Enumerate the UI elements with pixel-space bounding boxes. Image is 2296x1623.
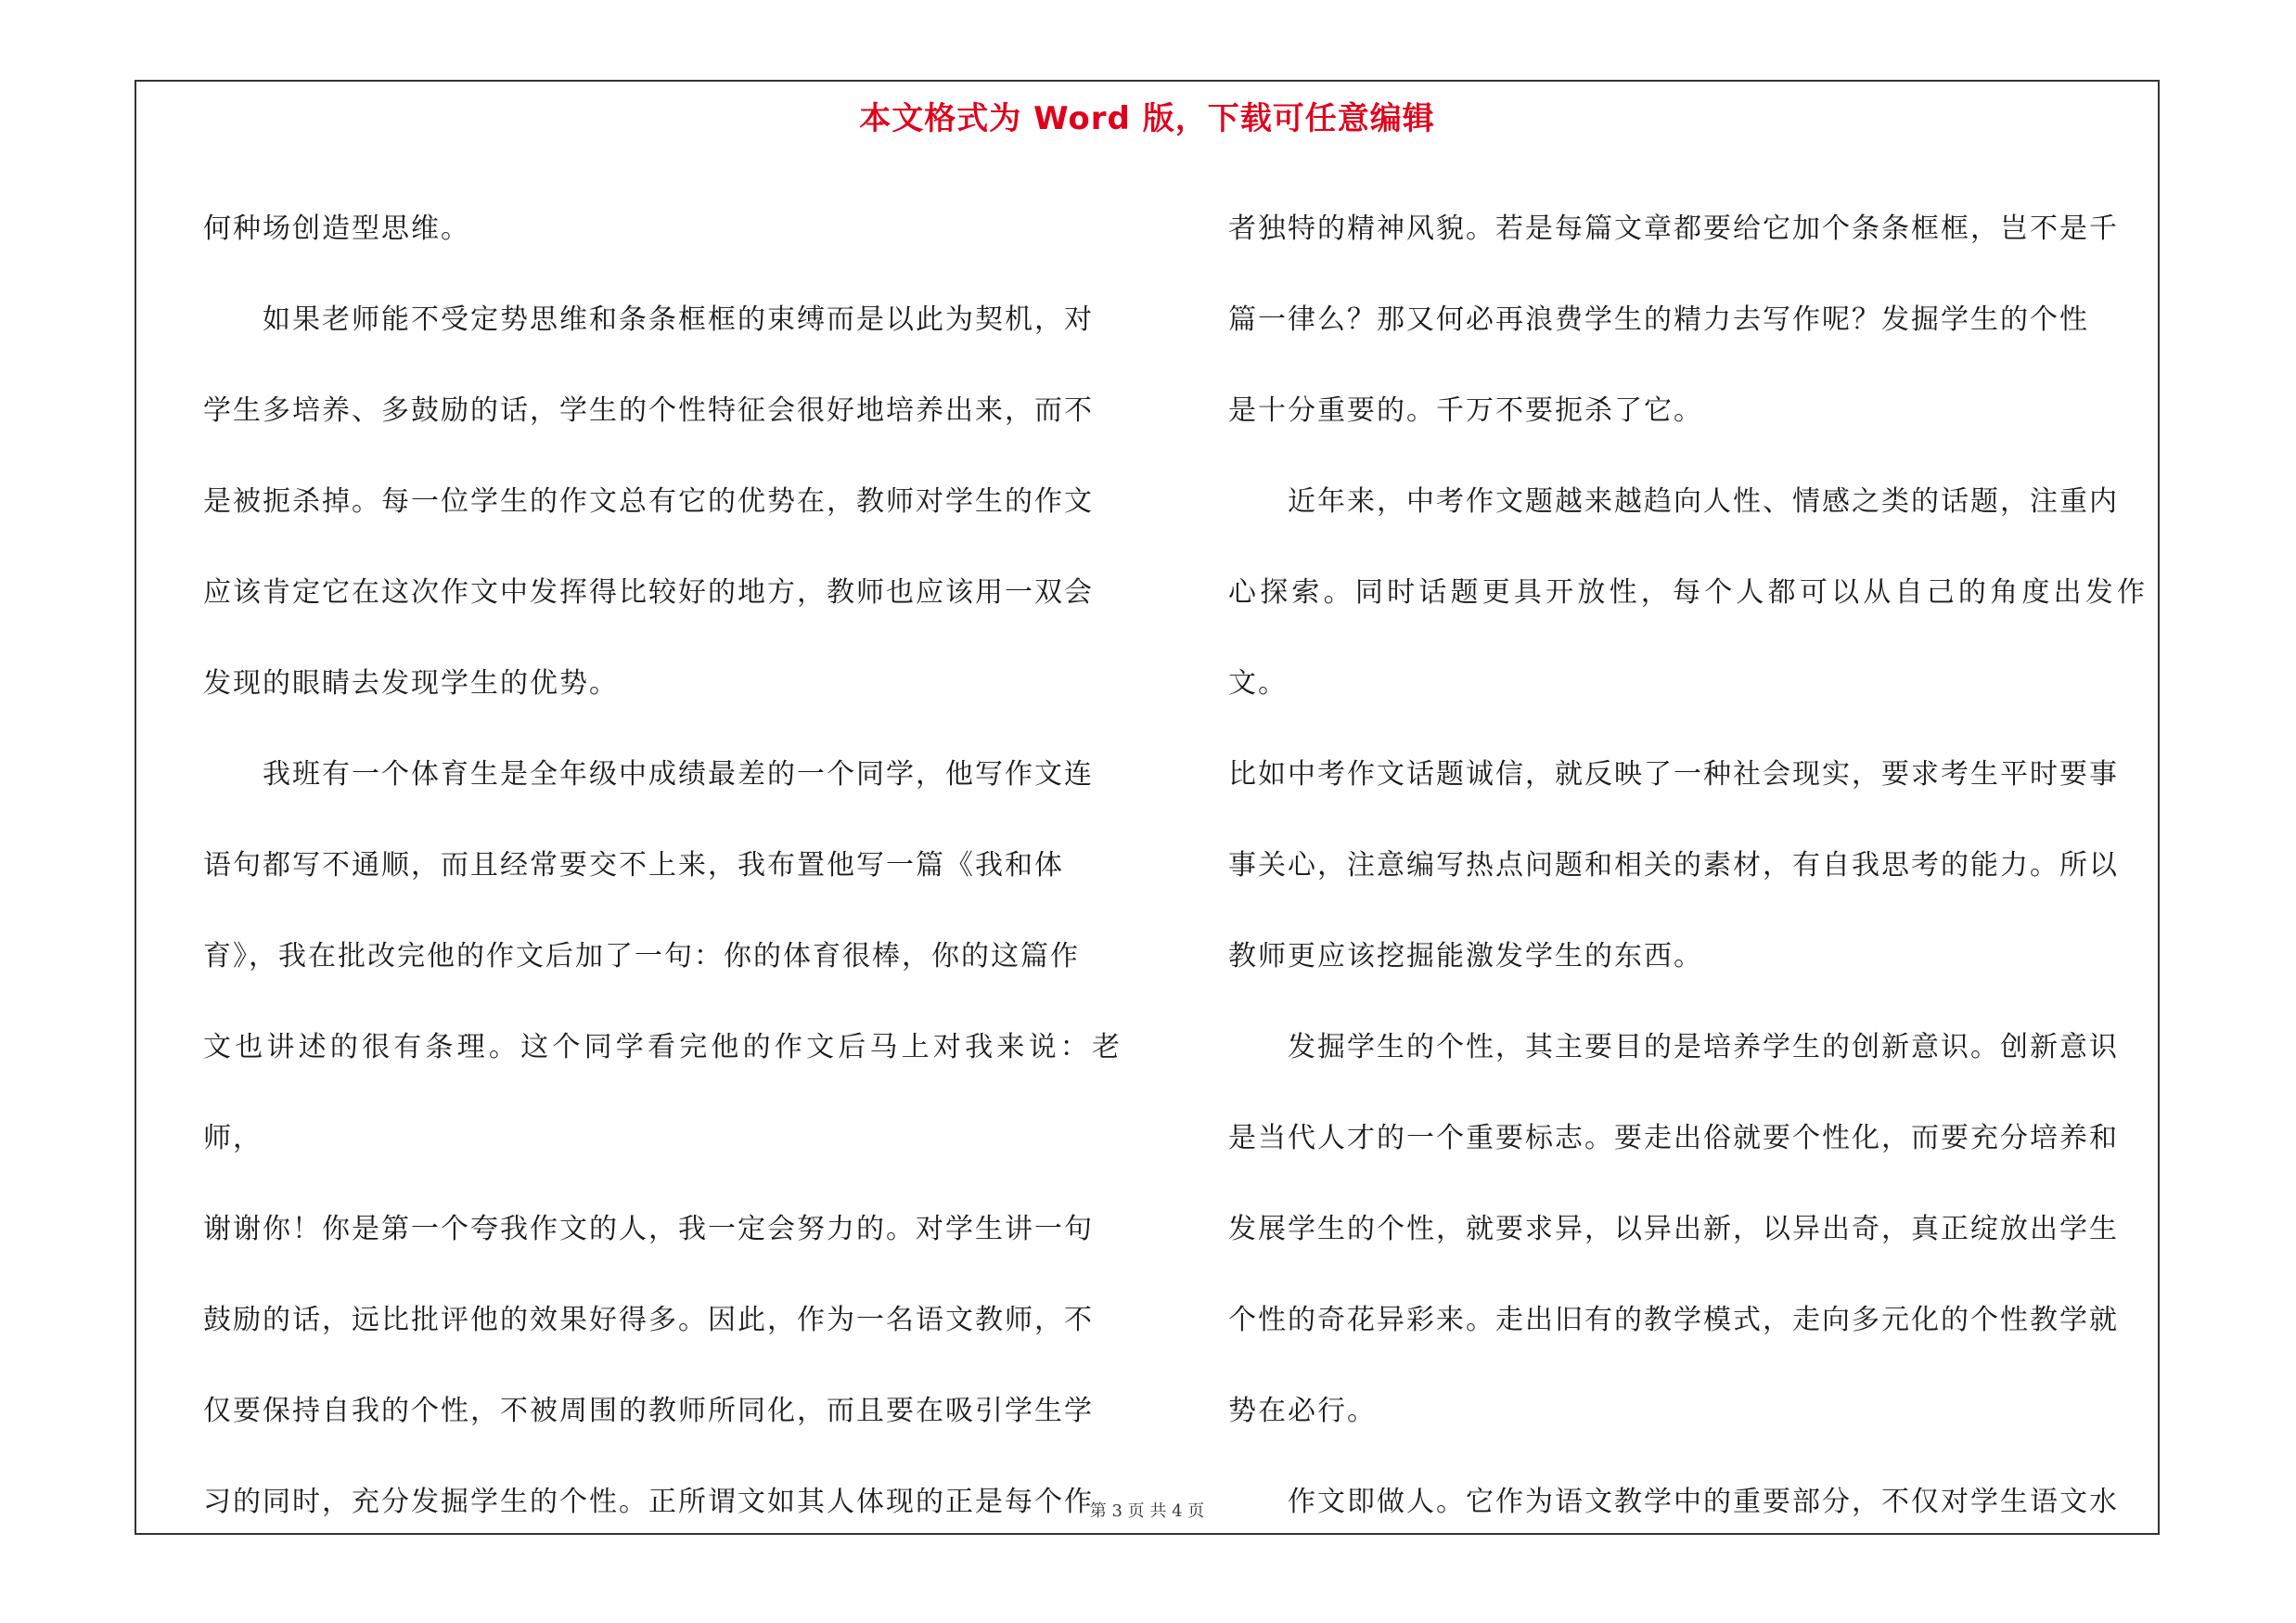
paragraph: 发掘学生的个性，其主要目的是培养学生的创新意识。创新意识 是当代人才的一个重要标志。要走出俗就要个性化，而要充分培养和 发展学生的个性，就要求异，以异出新，以异出奇，真正绽放出学生 个性的奇花异彩来。走出旧有的教学模式，走向多元化的个性教学就 势在必行。: [1228, 1031, 2119, 1427]
paragraph: 近年来，中考作文题越来越趋向人性、情感之类的话题，注重内 心探索。同时话题更具开放性，每个人都可以从自己的角度出发作文。 比如中考作文话题诚信，就反映了一种社会现实，要求考生平时要事 事关心，注意编写热点问题和相关的素材，有自我思考的能力。所以 教师更应该挖掘能激发学生的东西。: [1228, 485, 2147, 973]
paragraph: 我班有一个体育生是全年级中成绩最差的一个同学，他写作文连 语句都写不通顺，而且经常要交不上来，我布置他写一篇《我和体 育》，我在批改完他的作文后加了一句：你的体育很棒，你的这篇作 文也讲述的很有条理。这个同学看完他的作文后马上对我来说：老师， 谢谢你！你是第一个夸我作文的人，我一定会努力的。对学生讲一句 鼓励的话，远比批评他的效果好得多。因此，作为一名语文教师，不 仅要保持自我的个性，不被周围的教师所同化，而且要在吸引学生学 习的同时，充分发掘学生的个性。正所谓文如其人体现的正是每个作: [203, 758, 1122, 1518]
paragraph: 者独特的精神风貌。若是每篇文章都要给它加个条条框框，岂不是千 篇一律么？那又何必再浪费学生的精力去写作呢？发掘学生的个性 是十分重要的。千万不要扼杀了它。: [1228, 213, 2119, 427]
left-column: [203, 184, 1122, 1548]
format-banner: 本文格式为 Word 版，下载可任意编辑: [859, 100, 1435, 137]
paragraph: 如果老师能不受定势思维和条条框框的束缚而是以此为契机，对 学生多培养、多鼓励的话，学生的个性特征会很好地培养出来，而不 是被扼杀掉。每一位学生的作文总有它的优势在，教师对学生的作文 应该肯定它在这次作文中发挥得比较好的地方，教师也应该用一双会 发现的眼睛去发现学生的优势。: [203, 303, 1094, 700]
right-column: [1228, 184, 2147, 1548]
paragraph: 作文即做人。它作为语文教学中的重要部分，不仅对学生语文水: [1228, 1486, 2119, 1518]
page-number-footer: 第 3 页 共 4 页: [1089, 1501, 1205, 1521]
page-frame: [135, 80, 2160, 1535]
paragraph: 何种场创造型思维。: [203, 213, 470, 245]
